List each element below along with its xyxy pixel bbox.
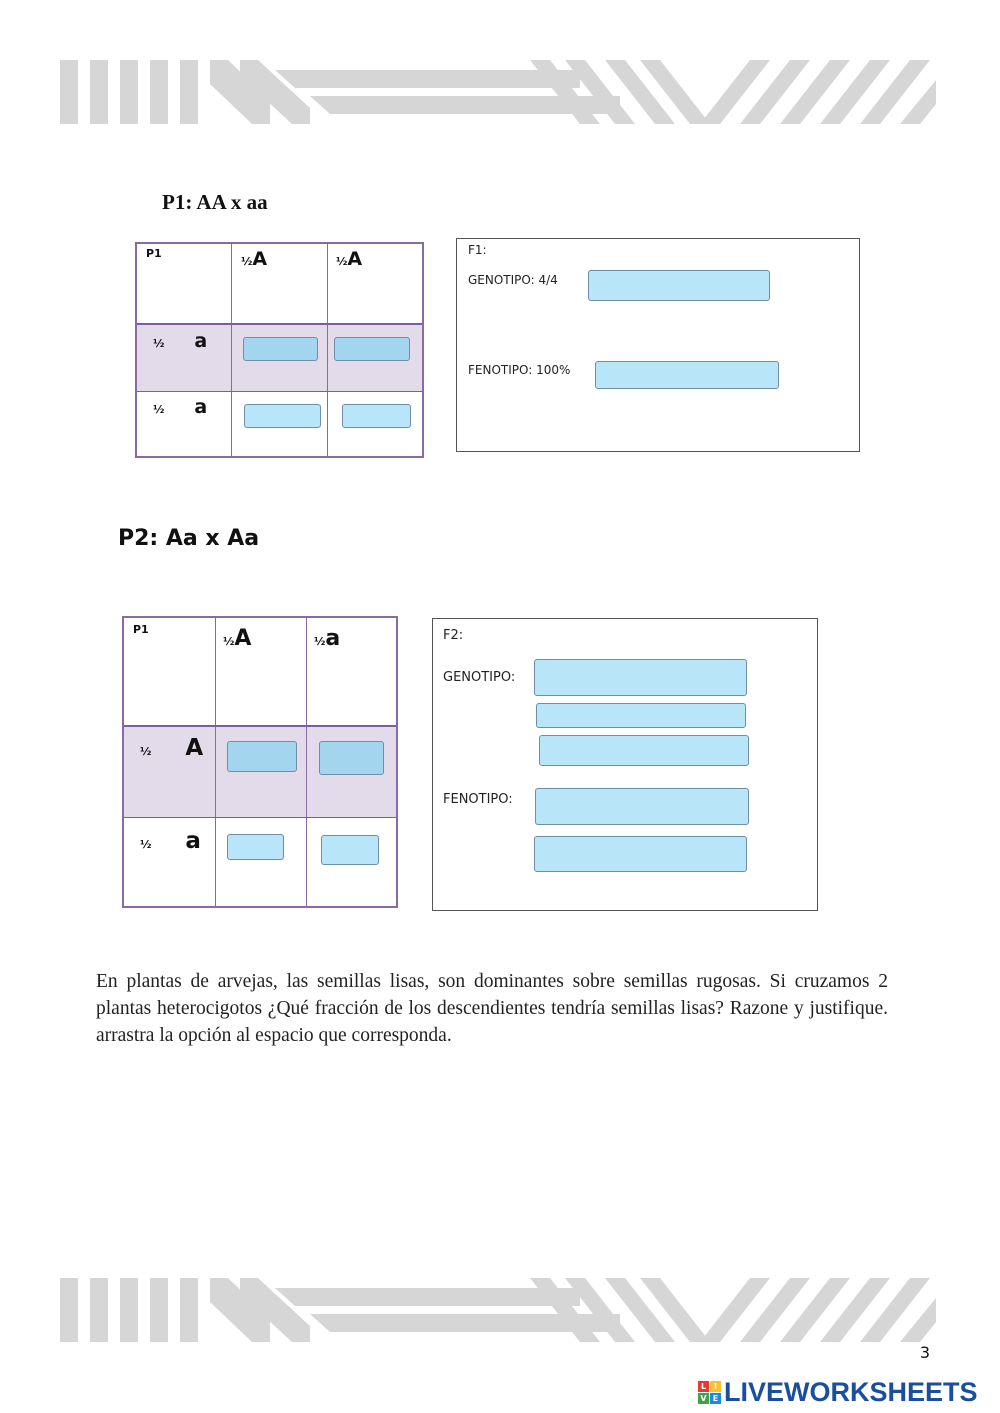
row-header: ½ a	[153, 396, 208, 418]
brand-name: LIVEWORKSHEETS	[724, 1377, 978, 1407]
corner-label: P1	[133, 623, 149, 636]
logo-grid-icon: L I V E	[698, 1381, 721, 1404]
punnett-square-p1	[135, 242, 424, 458]
drop-zone-cell[interactable]	[319, 741, 384, 775]
question-text: En plantas de arvejas, las semillas lisas, son dominantes sobre semillas rugosas. Si cruzamos 2 plantas heterocigotos ¿Qué fracción de los descendientes tendría semillas lisas? Razone y justifique. arrastra la opción al espacio que corresponda.	[96, 971, 888, 1046]
drop-zone-cell[interactable]	[321, 835, 379, 865]
result-box-f2	[432, 618, 818, 911]
punnett-square-p2	[122, 616, 398, 908]
col-header: ½A	[241, 248, 268, 270]
drop-zone-cell[interactable]	[227, 741, 297, 772]
drop-zone-cell[interactable]	[334, 337, 410, 361]
phenotype-drop-zone[interactable]	[535, 788, 749, 825]
phenotype-drop-zone[interactable]	[534, 836, 747, 872]
cross-p1-title: P1: AA x aa	[162, 190, 268, 214]
col-header: ½A	[223, 626, 252, 651]
drop-zone-cell[interactable]	[227, 834, 284, 860]
result-box-f1	[456, 238, 860, 452]
drop-zone-cell[interactable]	[342, 404, 411, 428]
genotype-drop-zone[interactable]	[536, 703, 746, 728]
col-header: ½a	[314, 626, 341, 651]
liveworksheets-logo	[698, 1377, 978, 1408]
drop-zone-cell[interactable]	[244, 404, 321, 428]
genotype-drop-zone[interactable]	[534, 659, 747, 696]
result-label: F2:	[443, 628, 464, 643]
genotype-label: GENOTIPO:	[443, 670, 516, 685]
phenotype-label: FENOTIPO: 100%	[468, 363, 571, 377]
row-header: ½ A	[140, 735, 204, 761]
cross-p2-title: P2: Aa x Aa	[118, 526, 260, 551]
row-header: ½ a	[153, 330, 208, 352]
footer-decoration	[60, 1278, 936, 1342]
result-label: F1:	[468, 243, 487, 257]
drop-zone-cell[interactable]	[243, 337, 318, 361]
row-header: ½ a	[140, 828, 201, 854]
phenotype-label: FENOTIPO:	[443, 792, 513, 807]
phenotype-drop-zone[interactable]	[595, 361, 779, 389]
col-header: ½A	[336, 248, 363, 270]
genotype-drop-zone[interactable]	[539, 735, 749, 766]
genotype-label: GENOTIPO: 4/4	[468, 273, 558, 287]
genotype-drop-zone[interactable]	[588, 270, 770, 301]
header-decoration	[60, 60, 936, 124]
page-number: 3	[919, 1343, 930, 1362]
corner-label: P1	[146, 247, 162, 260]
